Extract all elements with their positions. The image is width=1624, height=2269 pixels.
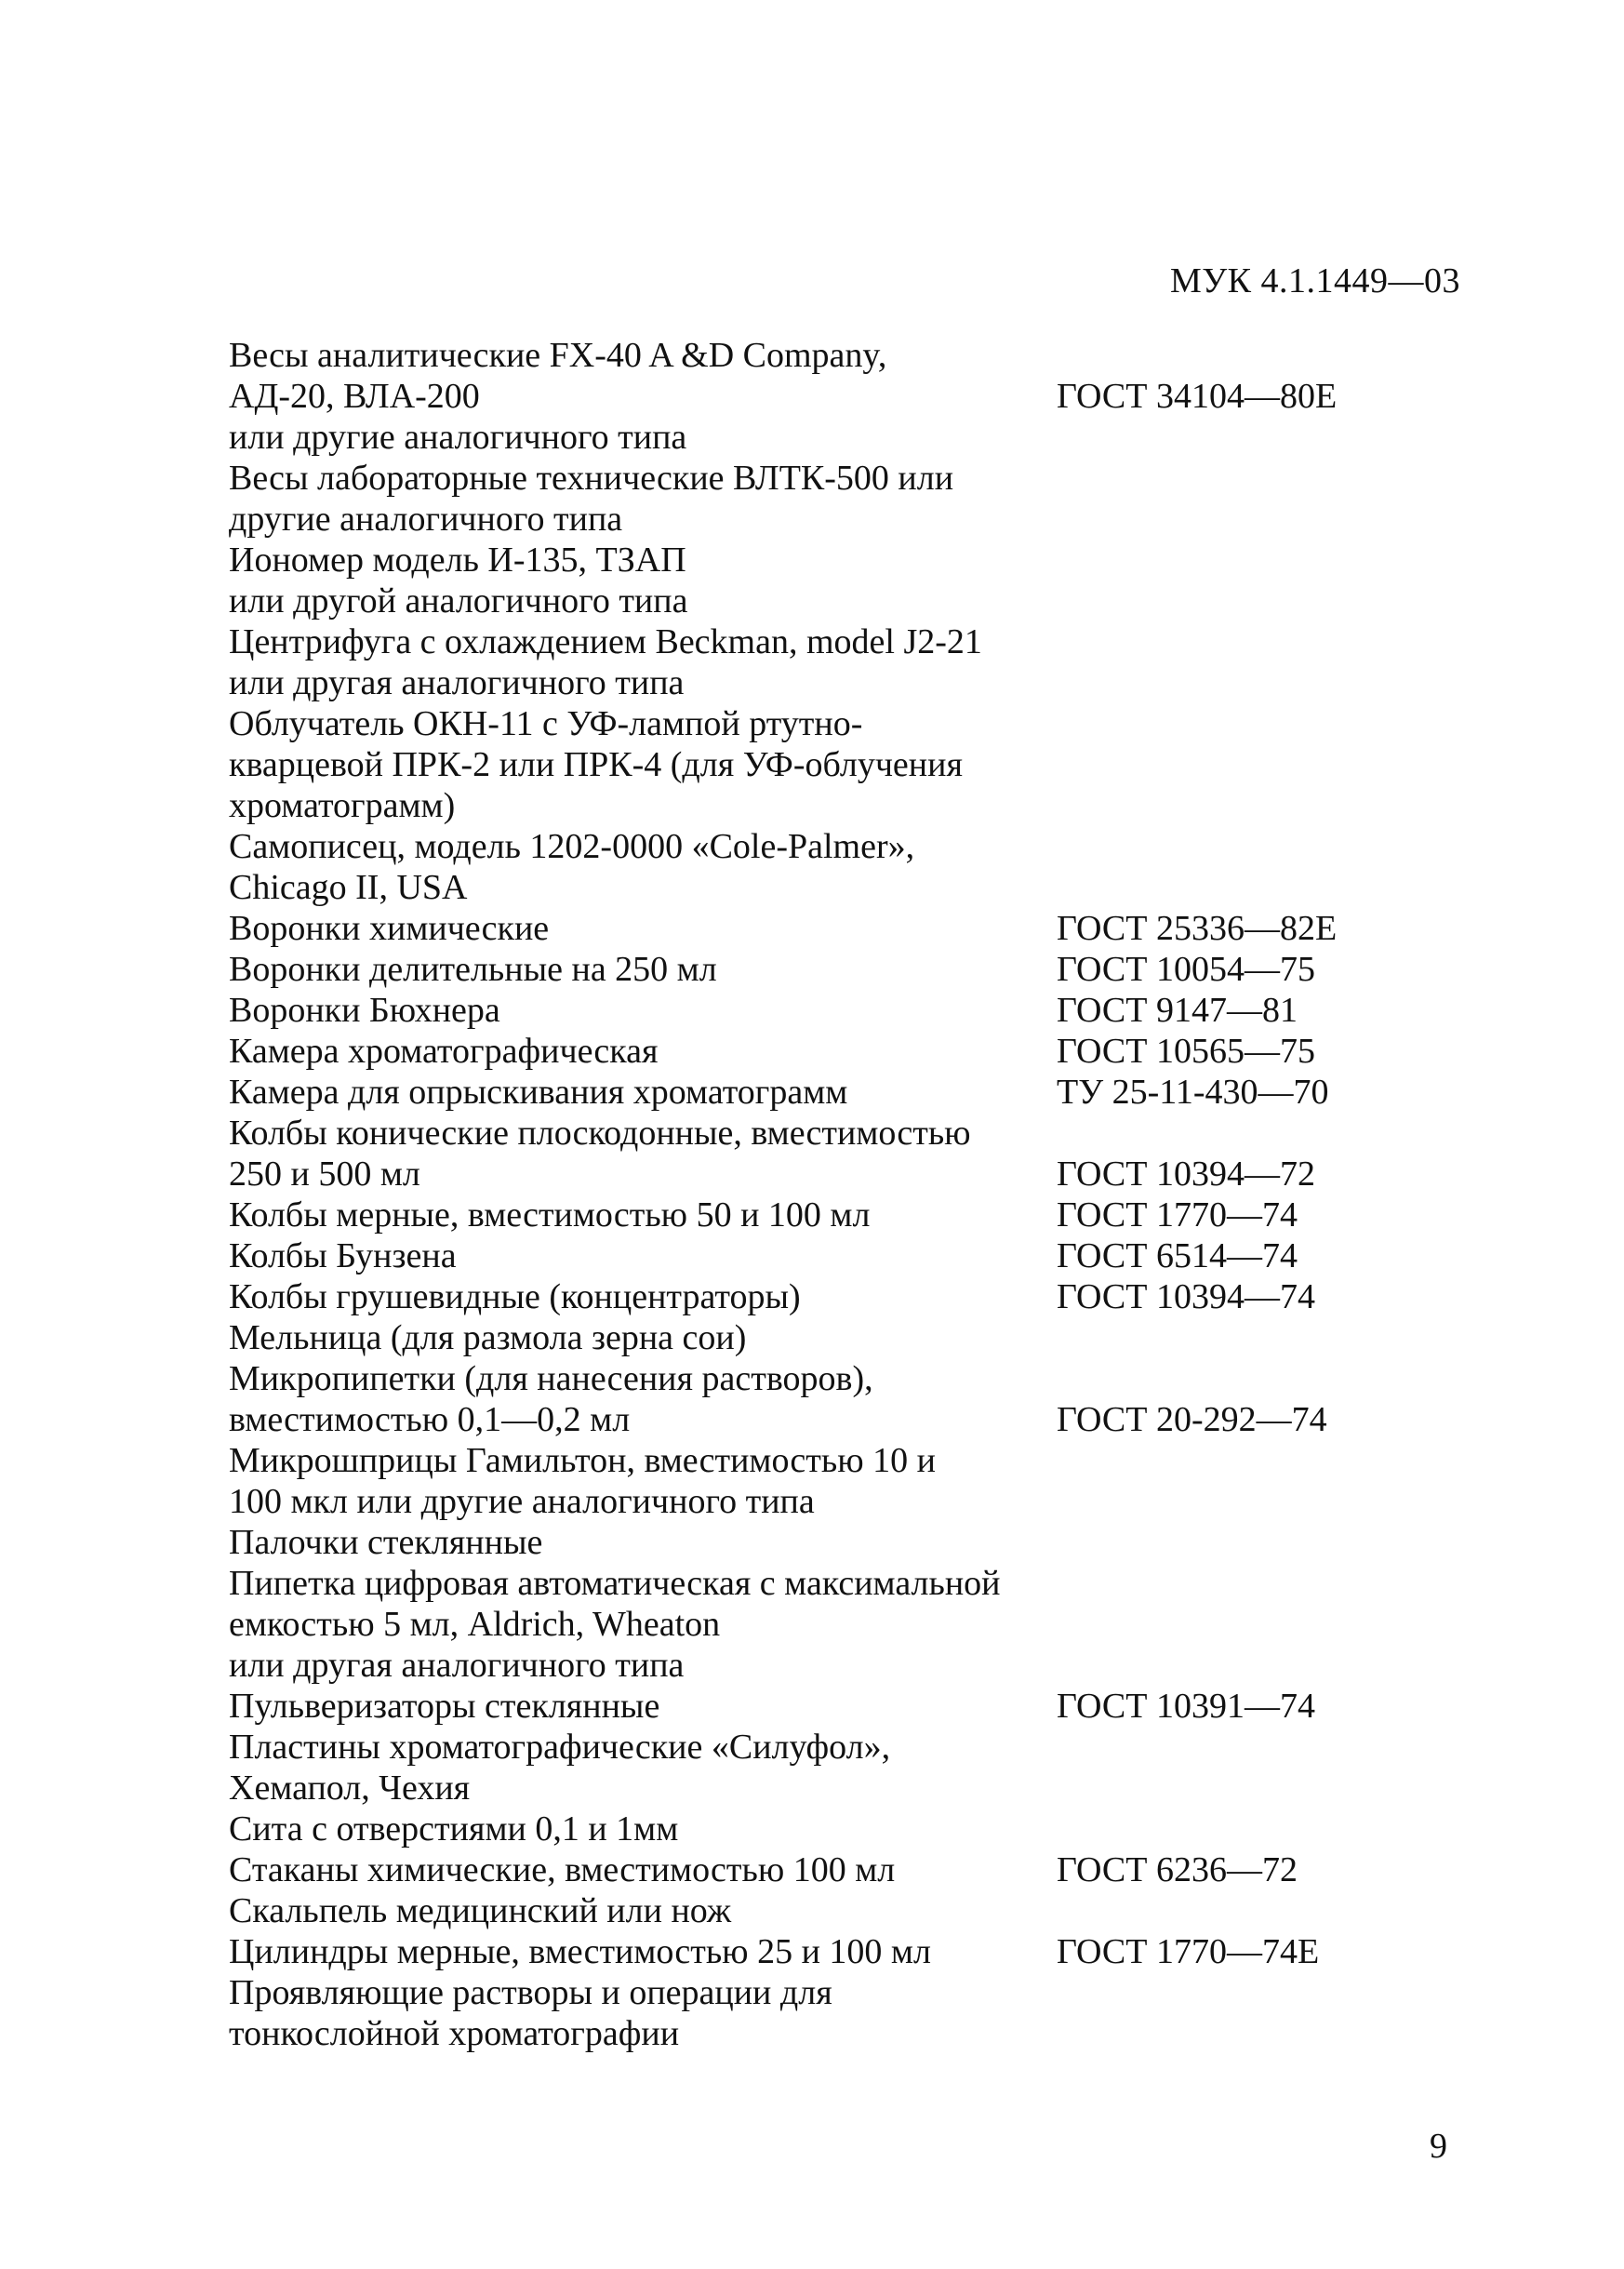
list-item xyxy=(229,1235,1438,1276)
list-item xyxy=(229,703,1438,826)
item-name-line: или другая аналогичного типа xyxy=(229,1646,685,1685)
item-name-line: или другая аналогичного типа xyxy=(229,663,685,702)
item-standard: ГОСТ 10394—74 xyxy=(1057,1277,1315,1316)
item-name-line: АД-20, ВЛА-200 xyxy=(229,377,480,416)
item-name-line: Воронки химические xyxy=(229,909,550,948)
item-name-line: Цилиндры мерные, вместимостью 25 и 100 мл xyxy=(229,1932,931,1971)
list-item xyxy=(229,335,1438,417)
item-name-line: Воронки делительные на 250 мл xyxy=(229,950,717,989)
item-name-line: Весы лабораторные технические ВЛТК-500 или xyxy=(229,459,954,498)
item-name xyxy=(229,458,1057,540)
list-item xyxy=(229,1686,1438,1727)
list-item xyxy=(229,1113,1438,1195)
item-standard: ГОСТ 6236—72 xyxy=(1057,1850,1298,1889)
item-name xyxy=(229,1890,1057,1931)
item-name xyxy=(229,949,1057,990)
equipment-list xyxy=(229,335,1438,2054)
item-name-line: или другие аналогичного типа xyxy=(229,418,687,457)
item-name xyxy=(229,1358,1057,1440)
item-name-line: Хемапол, Чехия xyxy=(229,1768,471,1808)
item-standard: ГОСТ 10391—74 xyxy=(1057,1687,1315,1726)
item-name-line: 100 мкл или другие аналогичного типа xyxy=(229,1482,815,1521)
item-name-line: Весы аналитические FX-40 A &D Company, xyxy=(229,336,887,375)
list-item xyxy=(229,621,1438,703)
item-name-line: емкостью 5 мл, Aldrich, Wheaton xyxy=(229,1605,721,1644)
item-name-line: Колбы мерные, вместимостью 50 и 100 мл xyxy=(229,1195,871,1235)
item-name xyxy=(229,1563,1057,1686)
list-item xyxy=(229,1972,1438,2054)
item-name xyxy=(229,1440,1057,1522)
item-name xyxy=(229,1113,1057,1195)
item-name-line: Проявляющие растворы и операции для xyxy=(229,1973,832,2012)
list-item xyxy=(229,1849,1438,1890)
item-name xyxy=(229,1686,1057,1727)
item-name xyxy=(229,1931,1057,1972)
list-item xyxy=(229,1522,1438,1563)
item-name-line: кварцевой ПРК-2 или ПРК-4 (для УФ-облучения xyxy=(229,745,963,784)
list-item xyxy=(229,990,1438,1031)
item-standard: ТУ 25-11-430—70 xyxy=(1057,1073,1329,1112)
item-name xyxy=(229,1235,1057,1276)
item-name-line: Мельница (для размола зерна сои) xyxy=(229,1318,747,1357)
list-item xyxy=(229,1031,1438,1072)
list-item xyxy=(229,949,1438,990)
list-item xyxy=(229,1276,1438,1317)
item-name-line: Центрифуга с охлаждением Beckman, model J2-21 xyxy=(229,622,982,661)
item-name xyxy=(229,417,1057,458)
item-standard: ГОСТ 1770—74Е xyxy=(1057,1932,1320,1971)
item-name-line: Пластины хроматографические «Силуфол», xyxy=(229,1728,891,1767)
list-item xyxy=(229,1890,1438,1931)
item-name xyxy=(229,540,1057,621)
list-item xyxy=(229,1440,1438,1522)
document-code: МУК 4.1.1449—03 xyxy=(1169,261,1460,300)
item-name xyxy=(229,1276,1057,1317)
list-item xyxy=(229,1317,1438,1358)
item-name xyxy=(229,990,1057,1031)
list-item xyxy=(229,1072,1438,1113)
list-item xyxy=(229,1358,1438,1440)
list-item xyxy=(229,1931,1438,1972)
item-name xyxy=(229,1727,1057,1809)
item-name-line: Колбы Бунзена xyxy=(229,1236,457,1275)
list-item xyxy=(229,540,1438,621)
item-name-line: Палочки стеклянные xyxy=(229,1523,543,1562)
item-name-line: Стаканы химические, вместимостью 100 мл xyxy=(229,1850,896,1889)
item-name xyxy=(229,826,1057,908)
list-item xyxy=(229,1195,1438,1235)
list-item xyxy=(229,458,1438,540)
item-standard: ГОСТ 10565—75 xyxy=(1057,1032,1315,1071)
item-name-line: Иономер модель И-135, ТЗАП xyxy=(229,541,686,580)
item-name-line: Микрошприцы Гамильтон, вместимостью 10 и xyxy=(229,1441,936,1480)
item-name-line: другие аналогичного типа xyxy=(229,500,623,539)
item-name-line: Камера для опрыскивания хроматограмм xyxy=(229,1073,848,1112)
item-name-line: тонкослойной хроматографии xyxy=(229,2014,680,2053)
item-standard: ГОСТ 1770—74 xyxy=(1057,1195,1298,1235)
page-number: 9 xyxy=(1430,2127,1447,2166)
item-name-line: Облучатель ОКН-11 с УФ-лампой ртутно- xyxy=(229,704,863,743)
item-name-line: Микропипетки (для нанесения растворов), xyxy=(229,1359,873,1398)
item-name-line: Chicago II, USA xyxy=(229,868,468,907)
item-name xyxy=(229,703,1057,826)
item-name xyxy=(229,1195,1057,1235)
list-item xyxy=(229,1727,1438,1809)
item-name-line: Пульверизаторы стеклянные xyxy=(229,1687,660,1726)
item-name xyxy=(229,1849,1057,1890)
list-item xyxy=(229,1563,1438,1686)
item-name-line: вместимостью 0,1—0,2 мл xyxy=(229,1400,631,1439)
list-item xyxy=(229,908,1438,949)
item-name xyxy=(229,1031,1057,1072)
item-name xyxy=(229,1317,1057,1358)
item-name xyxy=(229,1809,1057,1849)
item-name-line: Сита с отверстиями 0,1 и 1мм xyxy=(229,1809,679,1849)
item-name-line: хроматограмм) xyxy=(229,786,456,825)
item-name xyxy=(229,1072,1057,1113)
item-standard: ГОСТ 25336—82Е xyxy=(1057,909,1338,948)
item-name-line: Воронки Бюхнера xyxy=(229,991,500,1030)
item-name xyxy=(229,621,1057,703)
item-standard: ГОСТ 6514—74 xyxy=(1057,1236,1298,1275)
list-item xyxy=(229,1809,1438,1849)
item-name-line: Колбы конические плоскодонные, вместимостью xyxy=(229,1114,971,1153)
item-name xyxy=(229,1522,1057,1563)
item-standard: ГОСТ 10394—72 xyxy=(1057,1155,1315,1194)
item-standard: ГОСТ 9147—81 xyxy=(1057,991,1298,1030)
item-name xyxy=(229,908,1057,949)
item-name-line: Самописец, модель 1202-0000 «Cole-Palmer», xyxy=(229,827,915,866)
list-item xyxy=(229,417,1438,458)
item-name-line: Скальпель медицинский или нож xyxy=(229,1891,732,1930)
item-name xyxy=(229,335,1057,417)
item-standard: ГОСТ 34104—80Е xyxy=(1057,377,1338,416)
list-item xyxy=(229,826,1438,908)
item-name xyxy=(229,1972,1057,2054)
item-standard: ГОСТ 10054—75 xyxy=(1057,950,1315,989)
item-name-line: 250 и 500 мл xyxy=(229,1155,420,1194)
item-standard: ГОСТ 20-292—74 xyxy=(1057,1400,1327,1439)
item-name-line: или другой аналогичного типа xyxy=(229,581,688,621)
item-name-line: Пипетка цифровая автоматическая с максимальной xyxy=(229,1564,1001,1603)
item-name-line: Камера хроматографическая xyxy=(229,1032,659,1071)
item-name-line: Колбы грушевидные (концентраторы) xyxy=(229,1277,801,1316)
